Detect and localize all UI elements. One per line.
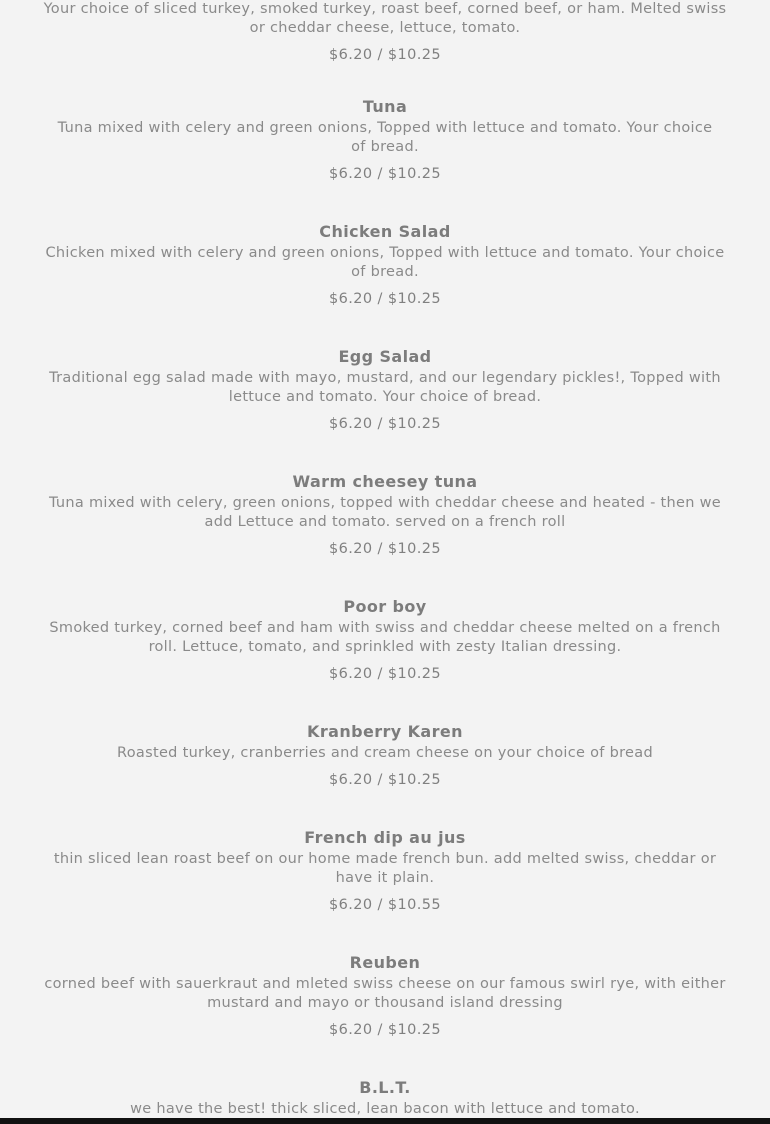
- menu-item: [0, 1078, 770, 1118]
- bottom-bar: [0, 1118, 770, 1124]
- menu-item: [0, 722, 770, 789]
- menu-item-title: Reuben: [349, 953, 421, 972]
- menu-item-price: $6.20 / $10.25: [329, 416, 441, 432]
- menu-item: [0, 597, 770, 683]
- menu-item-price: $6.20 / $10.55: [329, 897, 441, 913]
- menu-item-description: Chicken mixed with celery and green onions, Topped with lettuce and tomato. Your choice of bread.: [45, 245, 725, 280]
- menu-item-title: Tuna: [362, 97, 408, 116]
- menu-item-description: corned beef with sauerkraut and mleted swiss cheese on our famous swirl rye, with either mustard and mayo or thousand island dressing: [44, 976, 726, 1011]
- menu-item: [0, 953, 770, 1039]
- menu-item-description: Traditional egg salad made with mayo, mustard, and our legendary pickles!, Topped with lettuce and tomato. Your choice of bread.: [49, 370, 721, 405]
- menu-item-price: $6.20 / $10.25: [329, 541, 441, 557]
- menu-item: [0, 0, 770, 64]
- menu-item-description: Your choice of sliced turkey, smoked turkey, roast beef, corned beef, or ham. Melted swiss or cheddar cheese, lettuce, tomato.: [43, 1, 727, 36]
- menu-item-price: $6.20 / $10.25: [329, 47, 441, 63]
- menu-item-title: French dip au jus: [304, 828, 466, 847]
- menu-item-title: Chicken Salad: [319, 222, 451, 241]
- menu-item-title: B.L.T.: [359, 1078, 411, 1097]
- menu-item-price: $6.20 / $10.25: [329, 166, 441, 182]
- menu-item-price: $6.20 / $10.25: [329, 772, 441, 788]
- menu-item-title: Kranberry Karen: [307, 722, 463, 741]
- menu-item-price: $6.20 / $10.25: [329, 1022, 441, 1038]
- menu-item-description: we have the best! thick sliced, lean bacon with lettuce and tomato.: [130, 1101, 640, 1117]
- menu-item-description: Tuna mixed with celery, green onions, topped with cheddar cheese and heated - then we add Lettuce and tomato. served on a french roll: [48, 495, 722, 530]
- menu-item-title: Warm cheesey tuna: [292, 472, 478, 491]
- menu-item-description: Tuna mixed with celery and green onions, Topped with lettuce and tomato. Your choice of bread.: [57, 120, 713, 155]
- menu-item-description: Smoked turkey, corned beef and ham with swiss and cheddar cheese melted on a french roll. Lettuce, tomato, and sprinkled with zesty Italian dressing.: [49, 620, 721, 655]
- menu-item-price: $6.20 / $10.25: [329, 666, 441, 682]
- menu-item: [0, 828, 770, 914]
- menu-item-description: Roasted turkey, cranberries and cream cheese on your choice of bread: [117, 745, 653, 761]
- menu-item-description: thin sliced lean roast beef on our home made french bun. add melted swiss, cheddar or have it plain.: [53, 851, 717, 886]
- menu-item-title: Egg Salad: [338, 347, 432, 366]
- menu-item: [0, 97, 770, 183]
- menu-item: [0, 347, 770, 433]
- menu-item: [0, 222, 770, 308]
- menu-item-price: $6.20 / $10.25: [329, 291, 441, 307]
- menu-item-title: Poor boy: [343, 597, 427, 616]
- menu-item: [0, 472, 770, 558]
